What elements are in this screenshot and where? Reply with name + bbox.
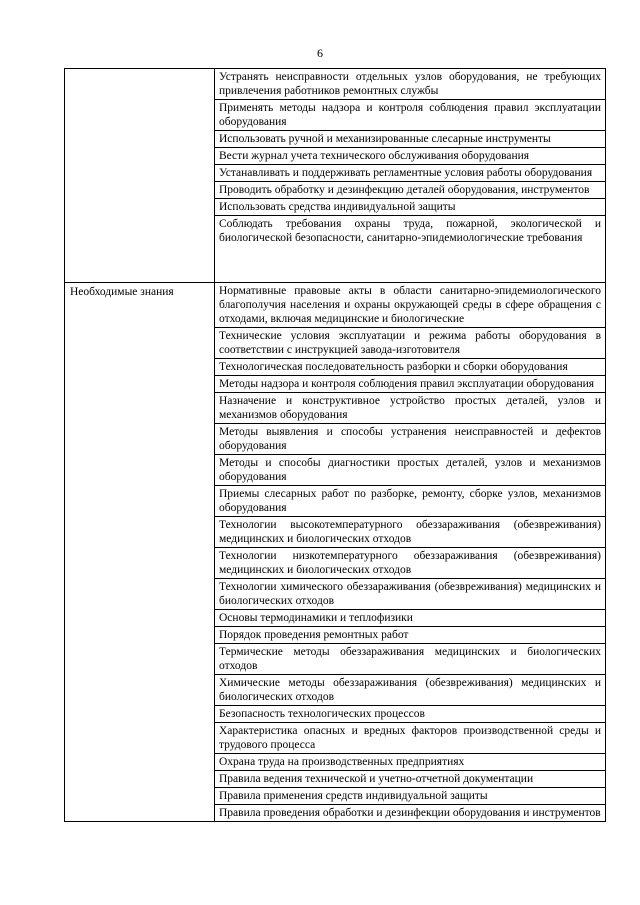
knowledge-item: Методы надзора и контроля соблюдения правил эксплуатации оборудования — [215, 376, 605, 393]
skill-item: Вести журнал учета технического обслуживания оборудования — [215, 148, 605, 165]
knowledge-item: Приемы слесарных работ по разборке, ремонту, сборке узлов, механизмов оборудования — [215, 486, 605, 517]
knowledge-item: Правила проведения обработки и дезинфекции оборудования и инструментов — [219, 807, 601, 819]
knowledge-item: Правила применения средств индивидуальной защиты — [215, 788, 605, 805]
knowledge-list — [215, 283, 606, 822]
skill-item: Соблюдать требования охраны труда, пожарной, экологической и биологической безопасности, санитарно-эпидемиологические требования — [219, 218, 601, 244]
knowledge-item: Технологии низкотемпературного обеззараживания (обезвреживания) медицинских и биологических отходов — [215, 548, 605, 579]
knowledge-item: Основы термодинамики и теплофизики — [215, 610, 605, 627]
knowledge-label: Необходимые знания — [65, 283, 215, 822]
knowledge-item: Охрана труда на производственных предприятиях — [215, 754, 605, 771]
knowledge-item: Термические методы обеззараживания медицинских и биологических отходов — [215, 644, 605, 675]
skill-item: Устанавливать и поддерживать регламентные условия работы оборудования — [215, 165, 605, 182]
knowledge-item: Технические условия эксплуатации и режима работы оборудования в соответствии с инструкцией завода-изготовителя — [215, 328, 605, 359]
knowledge-item: Технологическая последовательность разборки и сборки оборудования — [215, 359, 605, 376]
qualification-table — [64, 68, 606, 822]
knowledge-item: Методы и способы диагностики простых деталей, узлов и механизмов оборудования — [215, 455, 605, 486]
skill-item: Проводить обработку и дезинфекцию деталей оборудования, инструментов — [215, 182, 605, 199]
knowledge-item: Безопасность технологических процессов — [215, 706, 605, 723]
skills-list — [215, 69, 606, 283]
skill-item: Использовать ручной и механизированные слесарные инструменты — [215, 131, 605, 148]
knowledge-item: Методы выявления и способы устранения неисправностей и дефектов оборудования — [215, 424, 605, 455]
skills-label-cell — [65, 69, 215, 283]
knowledge-item: Характеристика опасных и вредных факторов производственной среды и трудового процесса — [215, 723, 605, 754]
skills-row — [65, 69, 606, 283]
skill-item: Применять методы надзора и контроля соблюдения правил эксплуатации оборудования — [215, 100, 605, 131]
knowledge-item: Назначение и конструктивное устройство простых деталей, узлов и механизмов оборудования — [215, 393, 605, 424]
knowledge-item: Химические методы обеззараживания (обезвреживания) медицинских и биологических отходов — [215, 675, 605, 706]
knowledge-item: Нормативные правовые акты в области санитарно-эпидемиологического благополучия населения и охраны окружающей среды в сфере обращения с отходами, включая медицинские и биологические — [215, 283, 605, 328]
page-number: 6 — [317, 46, 323, 60]
knowledge-item: Технологии химического обеззараживания (обезвреживания) медицинских и биологических отходов — [215, 579, 605, 610]
knowledge-item: Технологии высокотемпературного обеззараживания (обезвреживания) медицинских и биологических отходов — [215, 517, 605, 548]
skill-item: Использовать средства индивидуальной защиты — [215, 199, 605, 216]
skill-item: Устранять неисправности отдельных узлов оборудования, не требующих привлечения работников ремонтных службы — [215, 69, 605, 100]
knowledge-row — [65, 283, 606, 822]
knowledge-item: Порядок проведения ремонтных работ — [215, 627, 605, 644]
knowledge-item: Правила ведения технической и учетно-отчетной документации — [215, 771, 605, 788]
